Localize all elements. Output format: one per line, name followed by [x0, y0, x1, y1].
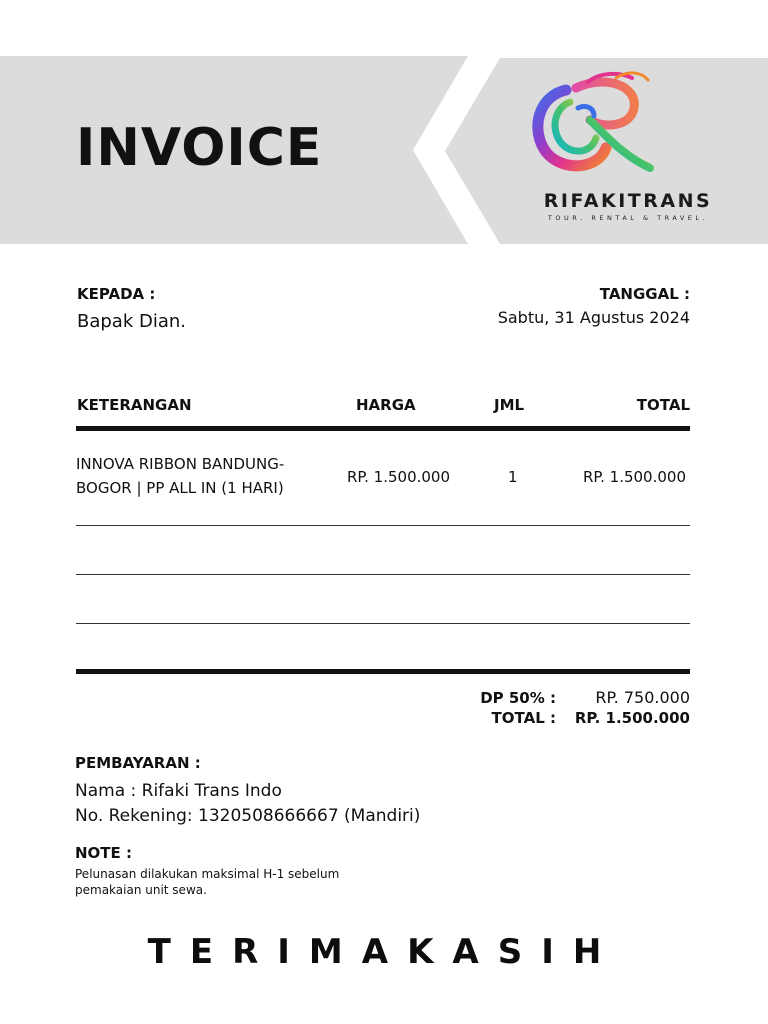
date-value: Sabtu, 31 Agustus 2024	[497, 308, 690, 327]
note-line1: Pelunasan dilakukan maksimal H-1 sebelum	[75, 867, 340, 881]
rifakitrans-logo-icon	[528, 68, 658, 180]
note-text	[75, 866, 339, 898]
dp-value: RP. 750.000	[595, 688, 690, 707]
table-row-divider	[76, 525, 690, 526]
date-label: TANGGAL :	[599, 285, 690, 303]
dp-label: DP 50% :	[480, 689, 556, 707]
column-header-total: TOTAL	[636, 396, 690, 414]
row-total: RP. 1.500.000	[582, 468, 686, 486]
table-bottom-divider	[76, 669, 690, 674]
total-label: TOTAL :	[491, 709, 556, 727]
invoice-title: INVOICE	[76, 118, 323, 178]
table-header-divider	[76, 426, 690, 431]
column-header-description: KETERANGAN	[77, 396, 192, 414]
header-banner	[0, 0, 768, 250]
payment-account-name: Nama : Rifaki Trans Indo	[75, 781, 282, 801]
row-qty: 1	[508, 468, 518, 486]
row-description-line1: INNOVA RIBBON BANDUNG-	[76, 455, 285, 473]
payment-label: PEMBAYARAN :	[75, 754, 201, 772]
logo-tagline: TOUR, RENTAL & TRAVEL.	[547, 214, 709, 222]
column-header-price: HARGA	[356, 396, 416, 414]
thank-you-text: TERIMAKASIH	[147, 932, 621, 972]
table-row-divider	[76, 574, 690, 575]
row-description-line2: BOGOR | PP ALL IN (1 HARI)	[76, 479, 284, 497]
recipient-name: Bapak Dian.	[77, 311, 187, 332]
company-logo	[528, 68, 728, 228]
note-label: NOTE :	[75, 844, 133, 862]
row-description	[76, 452, 284, 500]
row-price: RP. 1.500.000	[347, 468, 451, 486]
note-line2: pemakaian unit sewa.	[75, 883, 207, 897]
logo-company-name: RIFAKITRANS	[543, 190, 713, 212]
column-header-qty: JML	[494, 396, 525, 414]
table-row-divider	[76, 623, 690, 624]
payment-account-number: No. Rekening: 1320508666667 (Mandiri)	[75, 806, 421, 826]
recipient-label: KEPADA :	[77, 285, 156, 303]
total-value: RP. 1.500.000	[574, 709, 690, 727]
